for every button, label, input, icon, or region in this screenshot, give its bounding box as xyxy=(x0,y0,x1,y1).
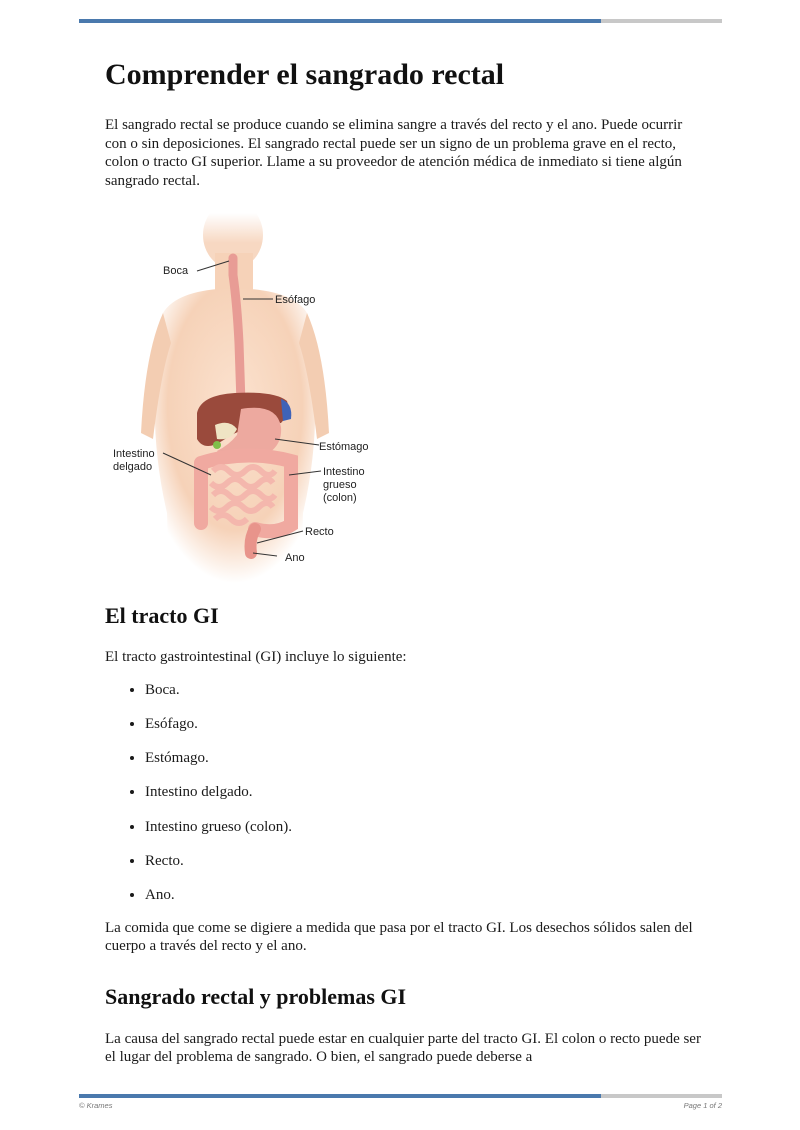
bleeding-cause-paragraph: La causa del sangrado rectal puede estar en cualquier parte del tracto GI. El colon o recto puede ser el lugar del problema de sangrado. O bien, el sangrado puede deberse a xyxy=(105,1030,701,1066)
list-item: • Boca. xyxy=(145,681,705,699)
label-boca: Boca xyxy=(163,265,189,277)
list-item: • Esófago. xyxy=(145,715,705,733)
gi-tract-svg xyxy=(105,213,385,583)
list-item: • Recto. xyxy=(145,852,705,870)
intro-paragraph: El sangrado rectal se produce cuando se elimina sangre a través del recto y el ano. Puede ocurrir con o sin deposiciones. El sangrado rectal puede ser un signo de un problema grave en el recto, colon o tracto GI superior. Llame a su proveedor de atención médica de inmediato si tiene algún sangrado rectal. xyxy=(105,117,683,189)
gi-tract-list xyxy=(105,681,705,905)
label-ano: Ano xyxy=(285,552,305,564)
label-estomago: Estómago xyxy=(319,441,369,453)
gi-tract-outro: La comida que come se digiere a medida que pasa por el tracto GI. Los desechos sólidos salen del cuerpo a través del recto y el ano. xyxy=(105,919,693,955)
header-progress-fill xyxy=(79,19,601,23)
label-intestino-delgado-2: delgado xyxy=(113,461,153,473)
label-recto: Recto xyxy=(305,526,334,538)
footer-copyright: © Krames xyxy=(79,1101,113,1110)
gi-tract-illustration xyxy=(105,213,385,583)
list-item: • Estómago. xyxy=(145,749,705,767)
page-title: Comprender el sangrado rectal xyxy=(105,58,505,91)
gallbladder-shape xyxy=(213,441,221,449)
footer-progress-bar xyxy=(79,1094,722,1098)
list-item: • Ano. xyxy=(145,886,705,904)
page-content xyxy=(105,55,705,1067)
section-heading-bleeding-problems: Sangrado rectal y problemas GI xyxy=(105,983,407,1009)
list-item: • Intestino delgado. xyxy=(145,783,705,801)
gi-tract-intro: El tracto gastrointestinal (GI) incluye lo siguiente: xyxy=(105,649,407,665)
label-intestino-grueso-2: grueso xyxy=(323,479,357,491)
rectum-shape xyxy=(251,529,256,553)
section-heading-gi-tract: El tracto GI xyxy=(105,603,219,628)
label-intestino-grueso-1: Intestino xyxy=(323,466,365,478)
label-intestino-delgado-1: Intestino xyxy=(113,448,155,460)
label-intestino-grueso-3: (colon) xyxy=(323,492,357,504)
footer-page-number: Page 1 of 2 xyxy=(683,1101,722,1110)
list-item: • Intestino grueso (colon). xyxy=(145,818,705,836)
label-esofago: Esófago xyxy=(275,294,316,306)
header-progress-bar xyxy=(79,19,722,23)
footer-progress-fill xyxy=(79,1094,601,1098)
